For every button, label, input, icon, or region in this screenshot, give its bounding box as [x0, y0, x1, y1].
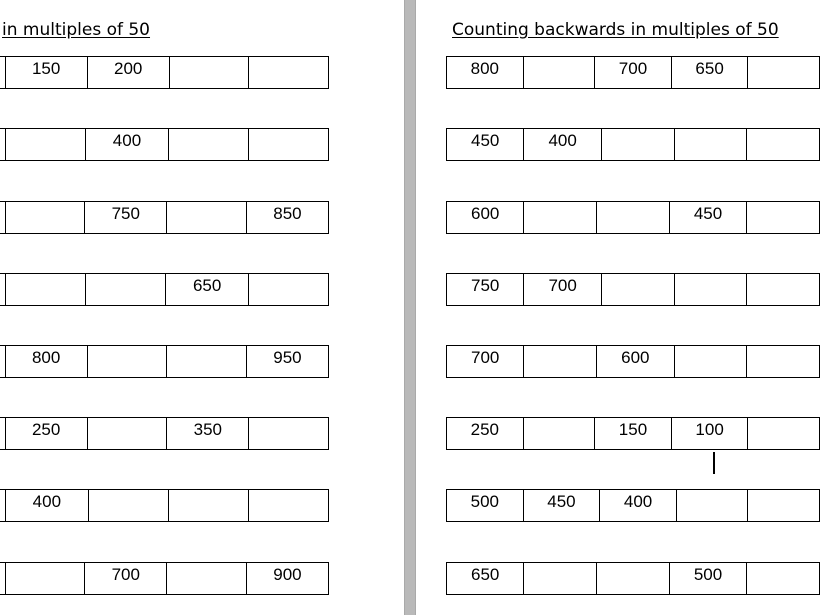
sequence-cell[interactable]: 650 — [166, 274, 248, 306]
sequence-cell[interactable]: 500 — [669, 563, 746, 595]
sequence-cell[interactable] — [5, 563, 85, 595]
sequence-cell[interactable]: 250 — [5, 418, 87, 450]
sequence-cell[interactable]: 400 — [86, 129, 168, 161]
sequence-cell[interactable] — [601, 129, 674, 161]
sequence-cell[interactable]: 700 — [595, 57, 672, 89]
sequence-cell[interactable]: 900 — [246, 563, 328, 595]
sequence-cell[interactable]: 350 — [167, 418, 249, 450]
page-gutter — [404, 0, 416, 615]
sequence-row — [446, 417, 820, 450]
sequence-row — [0, 56, 329, 89]
sequence-cell[interactable]: 400 — [600, 490, 677, 522]
sequence-cell[interactable] — [597, 202, 670, 234]
sequence-cell[interactable] — [524, 346, 597, 378]
sequence-cell[interactable] — [748, 418, 820, 450]
sequence-row — [0, 562, 329, 595]
sequence-cell[interactable]: 800 — [447, 57, 524, 89]
sequence-cell[interactable] — [523, 57, 595, 89]
sequence-cell[interactable] — [747, 563, 820, 595]
left-page-heading: in multiples of 50 — [2, 20, 151, 40]
sequence-cell[interactable] — [747, 202, 820, 234]
sequence-cell[interactable]: 150 — [5, 57, 87, 89]
sequence-cell[interactable] — [249, 57, 329, 89]
sequence-cell[interactable] — [747, 346, 820, 378]
sequence-cell[interactable] — [6, 274, 86, 306]
sequence-cell[interactable] — [6, 129, 86, 161]
sequence-cell[interactable] — [523, 418, 595, 450]
sequence-cell[interactable] — [597, 563, 670, 595]
sequence-cell[interactable] — [524, 563, 597, 595]
sequence-cell[interactable] — [248, 490, 328, 522]
sequence-row — [0, 489, 329, 522]
sequence-cell[interactable] — [87, 418, 167, 450]
sequence-cell[interactable]: 800 — [5, 346, 87, 378]
sequence-cell[interactable] — [601, 274, 674, 306]
sequence-cell[interactable]: 650 — [671, 57, 748, 89]
sequence-cell[interactable] — [168, 129, 248, 161]
sequence-cell[interactable]: 750 — [447, 274, 524, 306]
sequence-row — [0, 417, 329, 450]
sequence-row — [0, 345, 329, 378]
sequence-row — [446, 201, 820, 234]
sequence-cell[interactable] — [249, 418, 329, 450]
sequence-row — [0, 273, 329, 306]
sequence-cell[interactable] — [167, 563, 247, 595]
sequence-cell[interactable] — [747, 274, 820, 306]
sequence-cell[interactable] — [676, 490, 748, 522]
sequence-cell[interactable] — [87, 346, 167, 378]
sequence-row — [446, 128, 820, 161]
sequence-cell[interactable]: 600 — [597, 346, 674, 378]
sequence-cell[interactable]: 500 — [447, 490, 524, 522]
sequence-cell[interactable]: 250 — [447, 418, 524, 450]
sequence-cell[interactable]: 700 — [85, 563, 167, 595]
sequence-cell[interactable]: 450 — [447, 129, 524, 161]
text-cursor — [713, 452, 715, 474]
sequence-cell[interactable] — [168, 490, 248, 522]
sequence-cell[interactable] — [748, 57, 820, 89]
sequence-cell[interactable] — [169, 57, 249, 89]
sequence-cell[interactable]: 850 — [246, 202, 328, 234]
sequence-cell[interactable]: 700 — [524, 274, 601, 306]
sequence-cell[interactable]: 600 — [447, 202, 524, 234]
sequence-cell[interactable] — [674, 346, 747, 378]
sequence-cell[interactable] — [674, 274, 747, 306]
sequence-cell[interactable] — [524, 202, 597, 234]
sequence-cell[interactable]: 400 — [6, 490, 88, 522]
sequence-row — [446, 562, 820, 595]
sequence-cell[interactable] — [674, 129, 747, 161]
sequence-cell[interactable]: 700 — [447, 346, 524, 378]
sequence-cell[interactable] — [167, 346, 247, 378]
sequence-cell[interactable] — [86, 274, 166, 306]
sequence-row — [446, 489, 820, 522]
sequence-row — [446, 56, 820, 89]
sequence-cell[interactable]: 950 — [246, 346, 328, 378]
sequence-cell[interactable] — [747, 129, 820, 161]
sequence-row — [0, 201, 329, 234]
sequence-cell[interactable]: 450 — [523, 490, 600, 522]
sequence-row — [0, 128, 329, 161]
right-page-heading: Counting backwards in multiples of 50 — [452, 20, 779, 40]
sequence-cell[interactable]: 100 — [671, 418, 748, 450]
sequence-cell[interactable] — [248, 274, 328, 306]
sequence-row — [446, 345, 820, 378]
sequence-cell[interactable]: 150 — [595, 418, 672, 450]
sequence-cell[interactable] — [167, 202, 247, 234]
sequence-cell[interactable]: 650 — [447, 563, 524, 595]
sequence-cell[interactable] — [748, 490, 820, 522]
right-page — [416, 0, 820, 615]
sequence-row — [446, 273, 820, 306]
sequence-cell[interactable] — [248, 129, 328, 161]
sequence-cell[interactable]: 400 — [524, 129, 601, 161]
sequence-cell[interactable] — [5, 202, 85, 234]
sequence-cell[interactable]: 450 — [669, 202, 746, 234]
sequence-cell[interactable]: 750 — [85, 202, 167, 234]
left-page — [0, 0, 404, 615]
sequence-cell[interactable] — [88, 490, 168, 522]
sequence-cell[interactable]: 200 — [87, 57, 169, 89]
